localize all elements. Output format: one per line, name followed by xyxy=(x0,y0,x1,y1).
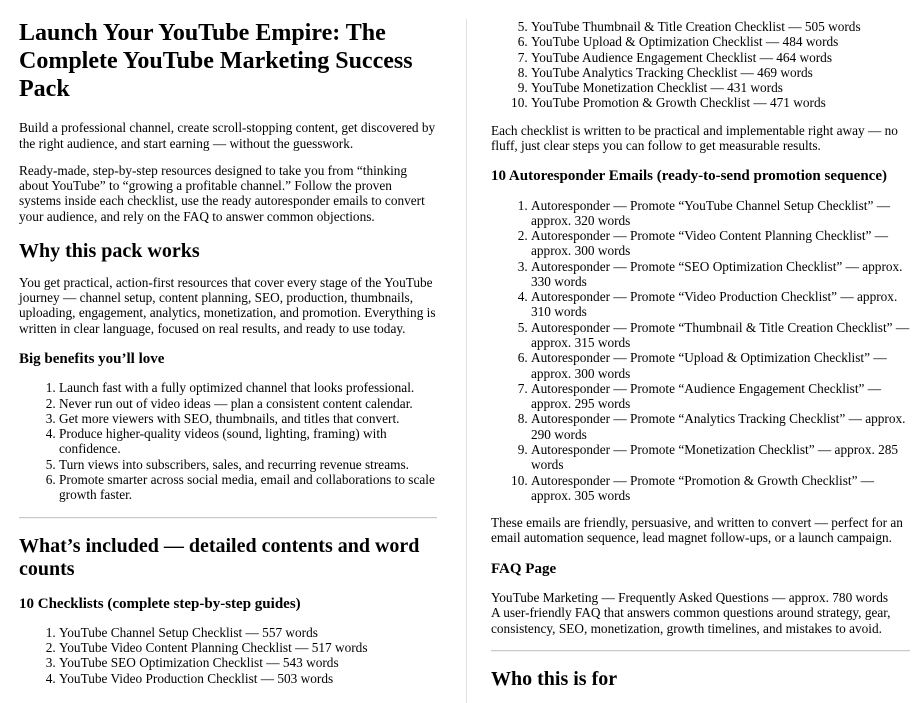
benefits-heading: Big benefits you’ll love xyxy=(19,351,165,368)
list-item: 6. YouTube Upload & Optimization Checklist — 484 words xyxy=(531,34,910,49)
emails-note: These emails are friendly, persuasive, and written to convert — perfect for an email automation sequence, lead magnet follow-ups, or a launch campaign. xyxy=(491,515,903,546)
column-right xyxy=(491,19,910,703)
column-rule xyxy=(466,19,467,703)
who-heading: Who this is for xyxy=(491,667,618,690)
section-divider xyxy=(491,650,910,652)
section-divider xyxy=(19,517,437,519)
faq-summary: YouTube Marketing — Frequently Asked Questions — approx. 780 words xyxy=(491,589,889,605)
list-item: 5. YouTube Thumbnail & Title Creation Checklist — 505 words xyxy=(531,19,910,34)
list-item: 8. Autoresponder — Promote “Analytics Tracking Checklist” — approx. 290 words xyxy=(531,411,910,442)
doc-title: Launch Your YouTube Empire: The Complete YouTube Marketing Success Pack xyxy=(19,20,413,103)
list-item: 7. YouTube Audience Engagement Checklist — 464 words xyxy=(531,50,910,65)
list-item: 8. YouTube Analytics Tracking Checklist — 469 words xyxy=(531,65,910,80)
list-item: 9. YouTube Monetization Checklist — 431 words xyxy=(531,80,910,95)
list-item: 9. Autoresponder — Promote “Monetization Checklist” — approx. 285 words xyxy=(531,442,910,473)
faq-paragraph xyxy=(491,590,910,636)
checklists-list-part1 xyxy=(19,625,437,686)
emails-heading: 10 Autoresponder Emails (ready-to-send promotion sequence) xyxy=(491,168,887,185)
list-item: 5. Turn views into subscribers, sales, and recurring revenue streams. xyxy=(59,457,437,472)
list-item: 3. Autoresponder — Promote “SEO Optimization Checklist” — approx. 330 words xyxy=(531,259,910,290)
why-body: You get practical, action-first resources that cover every stage of the YouTube journey — channel setup, content planning, SEO, production, thumbnails, uploading, engagement, analytics, monetization, and promotion. Everything is written in clear language, focused on real results, and ready to use today. xyxy=(19,274,436,336)
faq-heading: FAQ Page xyxy=(491,560,557,577)
faq-description: A user-friendly FAQ that answers common questions around strategy, gear, consistency, SEO, monetization, growth timelines, and mistakes to avoid. xyxy=(491,605,891,636)
list-item: 1. Launch fast with a fully optimized channel that looks professional. xyxy=(59,380,437,395)
list-item: 4. Autoresponder — Promote “Video Production Checklist” — approx. 310 words xyxy=(531,289,910,320)
list-item: 10. YouTube Promotion & Growth Checklist — 471 words xyxy=(531,95,910,110)
list-item: 3. Get more viewers with SEO, thumbnails, and titles that convert. xyxy=(59,411,437,426)
list-item: 7. Autoresponder — Promote “Audience Engagement Checklist” — approx. 295 words xyxy=(531,381,910,412)
list-item: 2. Autoresponder — Promote “Video Content Planning Checklist” — approx. 300 words xyxy=(531,228,910,259)
checklists-note: Each checklist is written to be practical and implementable right away — no fluff, just clear steps you can follow to get measurable results. xyxy=(491,122,898,153)
why-heading: Why this pack works xyxy=(19,239,200,262)
intro-paragraph-1: Build a professional channel, create scroll-stopping content, get discovered by the right audience, and start earning — without the guesswork. xyxy=(19,120,436,151)
list-item: 6. Promote smarter across social media, email and collaborations to scale growth faster. xyxy=(59,472,437,503)
list-item: 1. Autoresponder — Promote “YouTube Channel Setup Checklist” — approx. 320 words xyxy=(531,198,910,229)
list-item: 6. Autoresponder — Promote “Upload & Optimization Checklist” — approx. 300 words xyxy=(531,350,910,381)
intro-paragraph-2: Ready-made, step-by-step resources designed to take you from “thinking about YouTube” to “growing a profitable channel.” Follow the proven systems inside each checklist, use the ready autoresponder emails to convert your audience, and rely on the FAQ to answer common objections. xyxy=(19,162,425,224)
list-item: 1. YouTube Channel Setup Checklist — 557 words xyxy=(59,625,437,640)
checklists-list-part2 xyxy=(491,19,910,111)
list-item: 2. YouTube Video Content Planning Checklist — 517 words xyxy=(59,640,437,655)
included-heading: What’s included — detailed contents and word counts xyxy=(19,534,420,580)
two-column-layout xyxy=(19,19,910,703)
list-item: 4. Produce higher-quality videos (sound, lighting, framing) with confidence. xyxy=(59,426,437,457)
column-left xyxy=(19,19,437,703)
benefits-list xyxy=(19,380,437,502)
checklists-heading: 10 Checklists (complete step-by-step guides) xyxy=(19,595,301,612)
list-item: 5. Autoresponder — Promote “Thumbnail & Title Creation Checklist” — approx. 315 words xyxy=(531,320,910,351)
list-item: 4. YouTube Video Production Checklist — 503 words xyxy=(59,671,437,686)
list-item: 10. Autoresponder — Promote “Promotion & Growth Checklist” — approx. 305 words xyxy=(531,473,910,504)
list-item: 3. YouTube SEO Optimization Checklist — 543 words xyxy=(59,655,437,670)
emails-list xyxy=(491,198,910,504)
list-item: 2. Never run out of video ideas — plan a consistent content calendar. xyxy=(59,396,437,411)
